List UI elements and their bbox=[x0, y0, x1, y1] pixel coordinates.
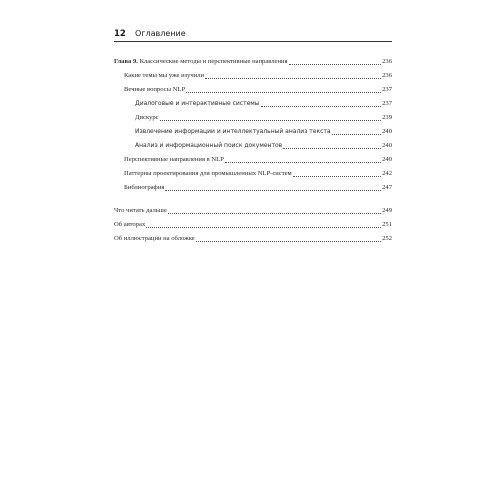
toc-entry bbox=[135, 114, 392, 122]
toc-entry-chapter-9 bbox=[114, 58, 392, 66]
dot-leader bbox=[289, 64, 382, 65]
toc-entry-title: Библиография bbox=[124, 184, 165, 191]
chapter-label: Глава 9. bbox=[114, 58, 138, 65]
toc-page-number: 252 bbox=[382, 235, 392, 242]
page-number: 12 bbox=[114, 29, 126, 39]
toc-page-number: 240 bbox=[382, 142, 392, 149]
chapter-title: Классические методы и перспективные направления bbox=[139, 58, 288, 65]
toc-entry-title: Диалоговые и интерактивные системы bbox=[135, 100, 260, 107]
toc-entry-title: Анализ и информационный поиск документов bbox=[135, 142, 283, 149]
dot-leader bbox=[186, 92, 381, 93]
toc-page-number: 237 bbox=[382, 86, 392, 93]
toc-page-number: 239 bbox=[382, 114, 392, 121]
dot-leader bbox=[205, 78, 381, 79]
toc-page-number: 237 bbox=[382, 100, 392, 107]
toc-entry bbox=[114, 207, 392, 215]
toc-entry bbox=[124, 170, 392, 178]
toc-entry-title: Дискурс bbox=[135, 114, 159, 121]
toc-page-number: 236 bbox=[382, 72, 392, 79]
dot-leader bbox=[332, 134, 382, 135]
toc-page-number: 240 bbox=[382, 156, 392, 163]
toc-page-number: 251 bbox=[382, 221, 392, 228]
toc-entry bbox=[124, 184, 392, 192]
toc-entry bbox=[124, 72, 392, 80]
running-title: Оглавление bbox=[135, 29, 186, 38]
toc-entry-title: Об авторах bbox=[114, 221, 146, 228]
dot-leader bbox=[196, 241, 381, 242]
toc-page-number: 240 bbox=[382, 128, 392, 135]
toc-entry-title: Какие темы мы уже изучили bbox=[124, 72, 205, 79]
toc-entry-title: Извлечение информации и интеллектуальный анализ текста bbox=[135, 128, 331, 135]
toc-entry bbox=[135, 100, 392, 108]
toc-entry-title: Вечные вопросы NLP bbox=[124, 86, 186, 93]
dot-leader bbox=[168, 213, 381, 214]
toc-entry-title: Паттерны проектирования для промышленных NLP-систем bbox=[124, 170, 292, 177]
toc-entry bbox=[114, 235, 392, 243]
toc-entry bbox=[135, 128, 392, 136]
dot-leader bbox=[261, 106, 382, 107]
dot-leader bbox=[146, 227, 381, 228]
toc-entry bbox=[124, 156, 392, 164]
toc-page-number: 236 bbox=[382, 58, 392, 65]
dot-leader bbox=[160, 120, 382, 121]
running-header bbox=[114, 29, 392, 42]
toc-page-number: 242 bbox=[382, 170, 392, 177]
dot-leader bbox=[283, 148, 381, 149]
dot-leader bbox=[165, 190, 381, 191]
toc-entry bbox=[135, 142, 392, 150]
toc-entry-title: Что читать дальше bbox=[114, 207, 167, 214]
toc-entry-title: Перспективные направления в NLP bbox=[124, 156, 224, 163]
toc-entry bbox=[124, 86, 392, 94]
toc-entry-title bbox=[114, 58, 288, 66]
dot-leader bbox=[225, 162, 381, 163]
toc-page-number: 247 bbox=[382, 184, 392, 191]
toc-entry bbox=[114, 221, 392, 229]
dot-leader bbox=[293, 176, 381, 177]
toc-page-number: 249 bbox=[382, 207, 392, 214]
toc-entry-title: Об иллюстрации на обложке bbox=[114, 235, 195, 242]
